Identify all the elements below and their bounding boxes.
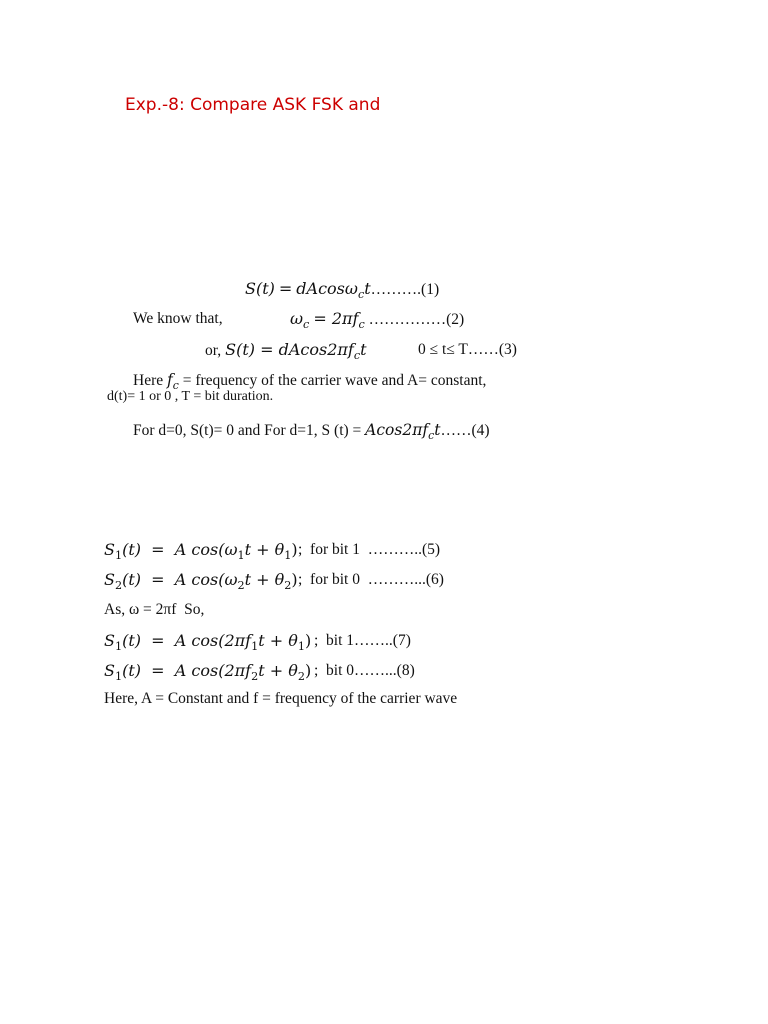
eq3-prefix: or, [205,342,222,359]
eq2-tag: ……………(2) [364,311,465,328]
eq1-sub: c [357,287,365,301]
page-title: Exp.-8: Compare ASK FSK and [125,95,381,115]
eq7-close: ) [304,631,312,650]
eq6-arg-sub: 2 [237,578,245,592]
eq7-body: (t) = A cos(2πf [122,631,252,650]
eq1-tag: ……….(1) [370,281,440,298]
for-line-text: For d=0, S(t)= 0 and For d=1, S (t) = [133,422,362,439]
fsk-here-line: Here, A = Constant and f = frequency of the carrier wave [104,690,458,707]
eq8-lhs: S [104,661,115,680]
eq6-lhs-sub: 2 [114,578,123,592]
eq2-lhs: ω [290,309,304,328]
eq7-lhs-sub: 1 [114,639,123,653]
eq5-arg-end: t + θ [244,540,285,559]
eq6-close: ) [291,570,298,589]
here-line-1 [133,371,486,390]
here-fc: f [167,371,173,389]
eq8-arg-sub: 2 [251,669,259,683]
eq5-phase-sub: 1 [284,548,292,562]
eq6-note: ; for bit 0 ………...(6) [298,571,444,588]
eq7-phase-sub: 1 [297,639,305,653]
eq1-rhs-end: t [364,279,371,298]
here-line-2: d(t)= 1 or 0 , T = bit duration. [107,389,274,404]
eq2-rhs: = 2πf [313,309,359,328]
eq5-lhs: S [104,540,115,559]
eq3-condition: 0 ≤ t≤ T……(3) [418,341,517,358]
eq5-lhs-sub: 1 [114,548,123,562]
eq6-lhs: S [104,570,115,589]
eq8-body: (t) = A cos(2πf [122,661,252,680]
eq8-note: ; bit 0……...(8) [314,662,415,679]
for-line-math: Acos2πf [365,421,429,439]
eq7-note: ; bit 1……..(7) [314,632,411,649]
eq7-lhs: S [104,631,115,650]
equation-1 [245,279,439,299]
eq5-body: (t) = A cos(ω [122,540,238,559]
eq7-arg-sub: 1 [251,639,259,653]
eq5-note: ; for bit 1 ………..(5) [298,541,441,558]
eq8-phase-sub: 2 [297,669,305,683]
eq8-lhs-sub: 1 [114,669,123,683]
equation-6 [104,570,298,590]
eq2-lhs-sub: c [303,317,310,331]
eq5-close: ) [291,540,298,559]
for-line-sub: c [428,428,435,442]
here-fc-sub: c [172,378,179,392]
eq7-arg-end: t + θ [258,631,298,650]
for-line [133,421,490,440]
equation-3 [205,340,367,360]
eq6-phase-sub: 2 [284,578,292,592]
eq3-lhs: S(t) = dAcos2πf [225,340,354,359]
for-line-math-end: t [434,421,441,439]
for-line-tag: ……(4) [440,422,490,439]
eq2-rhs-sub: c [358,317,365,331]
eq8-arg-end: t + θ [258,661,298,680]
equation-7 [104,631,311,651]
eq5-arg-sub: 1 [237,548,245,562]
eq3-rhs-end: t [360,340,367,359]
eq6-body: (t) = A cos(ω [122,570,238,589]
equation-2 [290,309,464,329]
eq6-arg-end: t + θ [244,570,285,589]
eq3-sub: c [353,348,361,362]
eq8-close: ) [304,661,312,680]
equation-5 [104,540,298,560]
eq1-lhs: S(t) [245,279,275,298]
we-know-text: We know that, [133,310,223,327]
equation-8 [104,661,311,681]
as-line: As, ω = 2πf So, [104,601,205,618]
here-word: Here [133,372,164,389]
here-definition: = frequency of the carrier wave and A= constant, [182,372,487,389]
eq1-equals: = [278,279,293,298]
eq1-rhs: dAcosω [296,279,358,298]
